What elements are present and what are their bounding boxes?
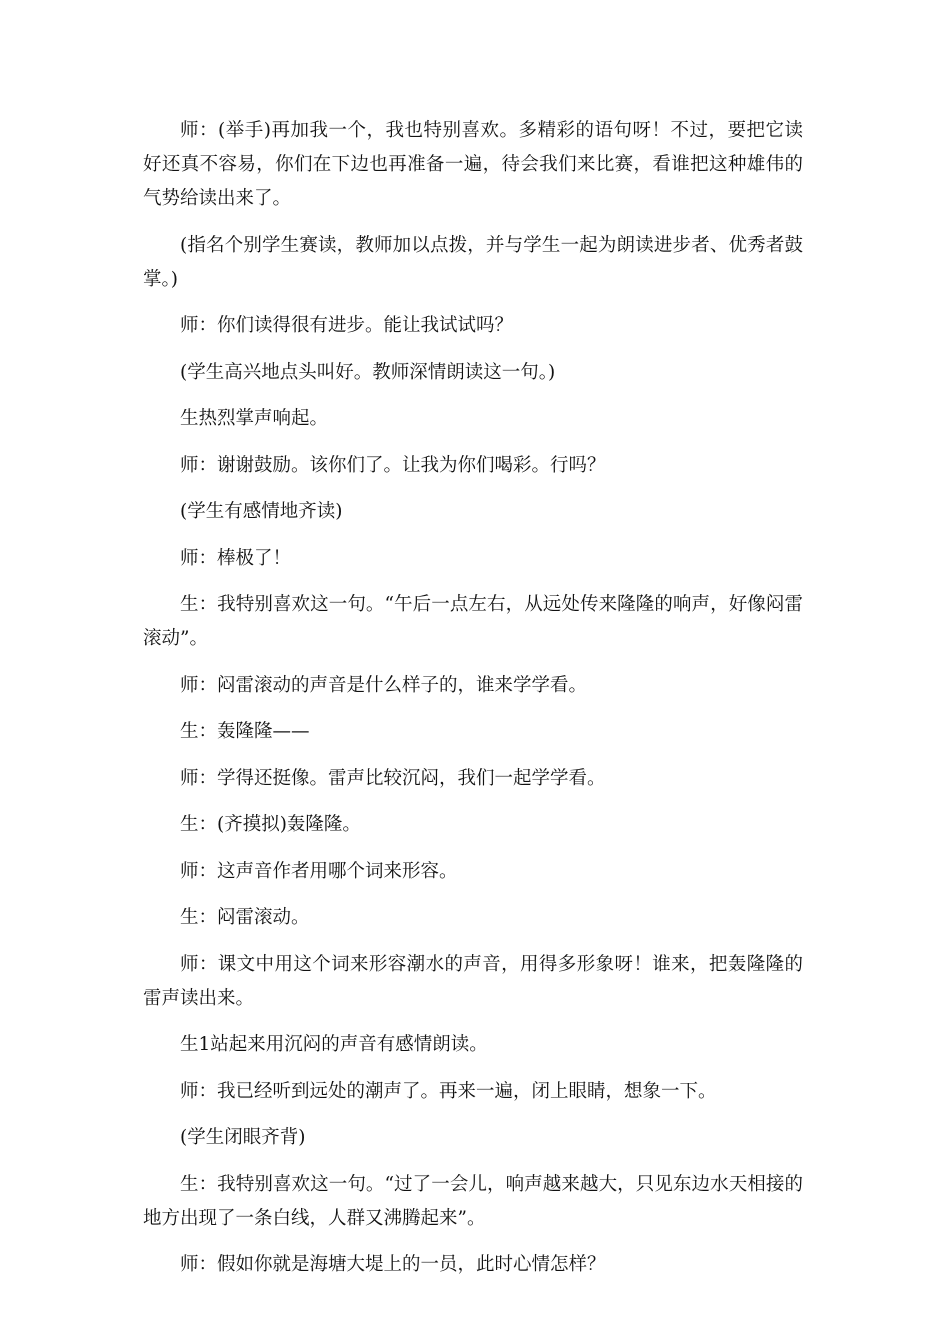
paragraph-3: 师：你们读得很有进步。能让我试试吗？ xyxy=(180,315,514,336)
paragraph-6: 师：谢谢鼓励。该你们了。让我为你们喝彩。行吗？ xyxy=(180,454,606,476)
paragraph-17: 生1站起来用沉闷的声音有感情朗读。 xyxy=(180,1034,488,1055)
paragraph-13: 生：(齐摸拟)轰隆隆。 xyxy=(180,814,361,835)
paragraph-19: (学生闭眼齐背) xyxy=(180,1127,306,1148)
paragraph-8: 师：棒极了！ xyxy=(180,547,292,569)
paragraph-16: 师：课文中用这个词来形容潮水的声音，用得多形象呀！谁来，把轰隆隆的雷声读出来。 xyxy=(143,953,803,1009)
document-page xyxy=(143,114,803,1295)
paragraph-1: 师：(举手)再加我一个，我也特别喜欢。多精彩的语句呀！不过，要把它读好还真不容易，你们在下边也再准备一遍，待会我们来比赛，看谁把这种雄伟的气势给读出来了。 xyxy=(143,120,803,209)
paragraph-9: 生：我特别喜欢这一句。“午后一点左右，从远处传来隆隆的响声，好像闷雷滚动”。 xyxy=(143,594,803,649)
paragraph-7: (学生有感情地齐读) xyxy=(180,501,343,522)
paragraph-14: 师：这声音作者用哪个词来形容。 xyxy=(180,860,458,882)
paragraph-18: 师：我已经听到远处的潮声了。再来一遍，闭上眼睛，想象一下。 xyxy=(180,1080,717,1102)
paragraph-12: 师：学得还挺像。雷声比较沉闷，我们一起学学看。 xyxy=(180,767,606,789)
paragraph-2: (指名个别学生赛读，教师加以点拨，并与学生一起为朗读进步者、优秀者鼓掌。) xyxy=(143,234,803,290)
paragraph-20: 生：我特别喜欢这一句。“过了一会儿，响声越来越大，只见东边水天相接的地方出现了一条白线，人群又沸腾起来”。 xyxy=(143,1173,803,1229)
paragraph-10: 师：闷雷滚动的声音是什么样子的，谁来学学看。 xyxy=(180,674,588,696)
paragraph-4: (学生高兴地点头叫好。教师深情朗读这一句。) xyxy=(180,361,556,383)
paragraph-15: 生：闷雷滚动。 xyxy=(180,907,310,928)
paragraph-5: 生热烈掌声响起。 xyxy=(180,408,329,429)
paragraph-11: 生：轰隆隆—— xyxy=(180,721,310,742)
paragraph-21: 师：假如你就是海塘大堤上的一员，此时心情怎样？ xyxy=(180,1254,606,1275)
